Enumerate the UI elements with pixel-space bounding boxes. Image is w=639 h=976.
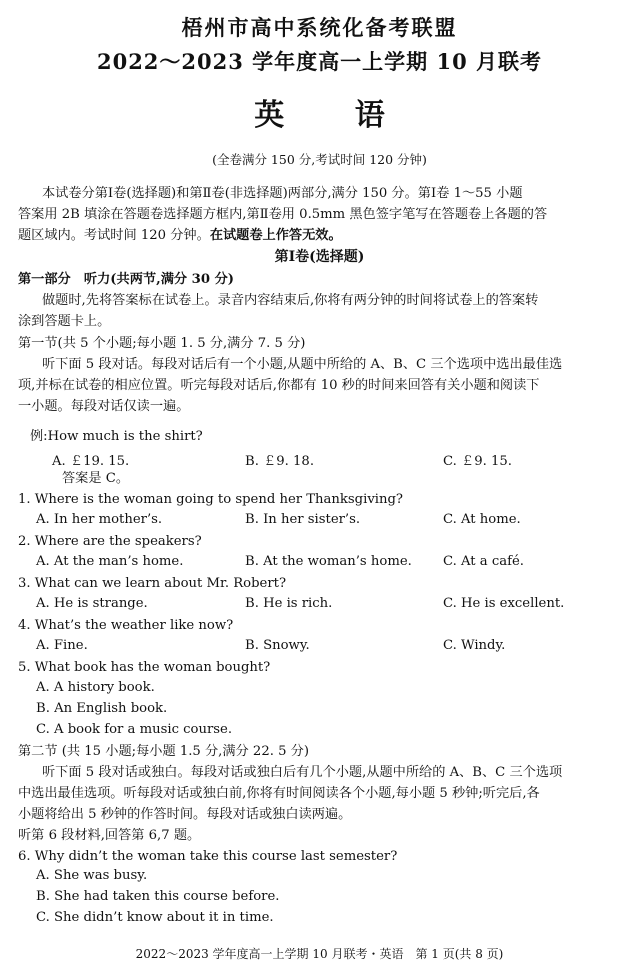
instructions-warning: 在试题卷上作答无效。 [209,228,342,243]
question-2: 2. Where are the speakers? [18,534,202,549]
example-option-b: B. ￡9. 18. [245,454,315,469]
section-1-title: 第一节(共 5 个小题;每小题 1. 5 分,满分 7. 5 分) [18,336,306,351]
section-2-directions-2: 中选出最佳选项。听每段对话或独白前,你将有时间阅读各个小题,每小题 5 秒钟;听完后,各 [18,786,540,801]
question-2-option-a: A. At the man’s home. [36,554,184,569]
part-1-intro-1: 做题时,先将答案标在试卷上。录音内容结束后,你将有两分钟的时间将试卷上的答案转 [42,293,539,308]
section-2-directions-3: 小题将给出 5 秒钟的作答时间。每段对话或独白读两遍。 [18,807,352,822]
instructions-line-1: 本试卷分第Ⅰ卷(选择题)和第Ⅱ卷(非选择题)两部分,满分 150 分。第Ⅰ卷 1～55 小题 [42,186,523,201]
org-title: 梧州市高中系统化备考联盟 [181,15,458,40]
volume-1-title: 第Ⅰ卷(选择题) [274,249,365,265]
question-3-option-b: B. He is rich. [245,596,333,611]
question-4: 4. What’s the weather like now? [18,618,234,633]
score-note: (全卷满分 150 分,考试时间 120 分钟) [212,152,427,167]
question-5-option-a: A. A history book. [36,680,155,695]
question-4-option-c: C. Windy. [443,638,506,653]
page-footer: 2022～2023 学年度高一上学期 10 月联考・英语 第 1 页(共 8 页) [135,947,504,961]
question-5-option-b: B. An English book. [36,701,168,716]
example-option-c: C. ￡9. 15. [443,454,512,469]
material-6-note: 听第 6 段材料,回答第 6,7 题。 [18,828,201,843]
part-1-title: 第一部分 听力(共两节,满分 30 分) [18,272,235,287]
question-1-option-c: C. At home. [443,512,521,527]
instructions-line-3 [18,226,342,245]
question-6-option-a: A. She was busy. [36,868,148,883]
example-answer: 答案是 C。 [62,471,130,486]
question-1: 1. Where is the woman going to spend her Thanksgiving? [18,492,404,507]
question-3-option-a: A. He is strange. [36,596,148,611]
section-2-title: 第二节 (共 15 小题;每小题 1.5 分,满分 22. 5 分) [18,744,310,759]
question-3-option-c: C. He is excellent. [443,596,565,611]
question-6-option-b: B. She had taken this course before. [36,889,280,904]
exam-title: 2022～2023 学年度高一上学期 10 月联考 [96,49,543,74]
question-4-option-b: B. Snowy. [245,638,310,653]
question-4-option-a: A. Fine. [36,638,88,653]
question-5: 5. What book has the woman bought? [18,660,271,675]
example-question: 例:How much is the shirt? [30,429,203,444]
question-2-option-c: C. At a café. [443,554,524,569]
question-5-option-c: C. A book for a music course. [36,722,233,737]
question-6: 6. Why didn’t the woman take this course last semester? [18,849,398,864]
question-1-option-a: A. In her mother’s. [36,512,163,527]
section-1-directions-1: 听下面 5 段对话。每段对话后有一个小题,从题中所给的 A、B、C 三个选项中选出最佳选 [42,357,563,372]
part-1-intro-2: 涂到答题卡上。 [18,314,111,329]
question-1-option-b: B. In her sister’s. [245,512,361,527]
question-2-option-b: B. At the woman’s home. [245,554,412,569]
instructions-line-2: 答案用 2B 填涂在答题卷选择题方框内,第Ⅱ卷用 0.5mm 黑色签字笔写在答题卷上各题的答 [18,207,548,222]
question-3: 3. What can we learn about Mr. Robert? [18,576,287,591]
subject-title: 英 语 [254,98,415,133]
section-1-directions-3: 一小题。每段对话仅读一遍。 [18,399,190,414]
instructions-text: 题区域内。考试时间 120 分钟。 [18,228,210,243]
section-1-directions-2: 项,并标在试卷的相应位置。听完每段对话后,你都有 10 秒的时间来回答有关小题和阅读下 [18,378,540,393]
section-2-directions-1: 听下面 5 段对话或独白。每段对话或独白后有几个小题,从题中所给的 A、B、C 三个选项 [42,765,563,780]
question-6-option-c: C. She didn’t know about it in time. [36,910,274,925]
example-option-a: A. ￡19. 15. [52,454,130,469]
